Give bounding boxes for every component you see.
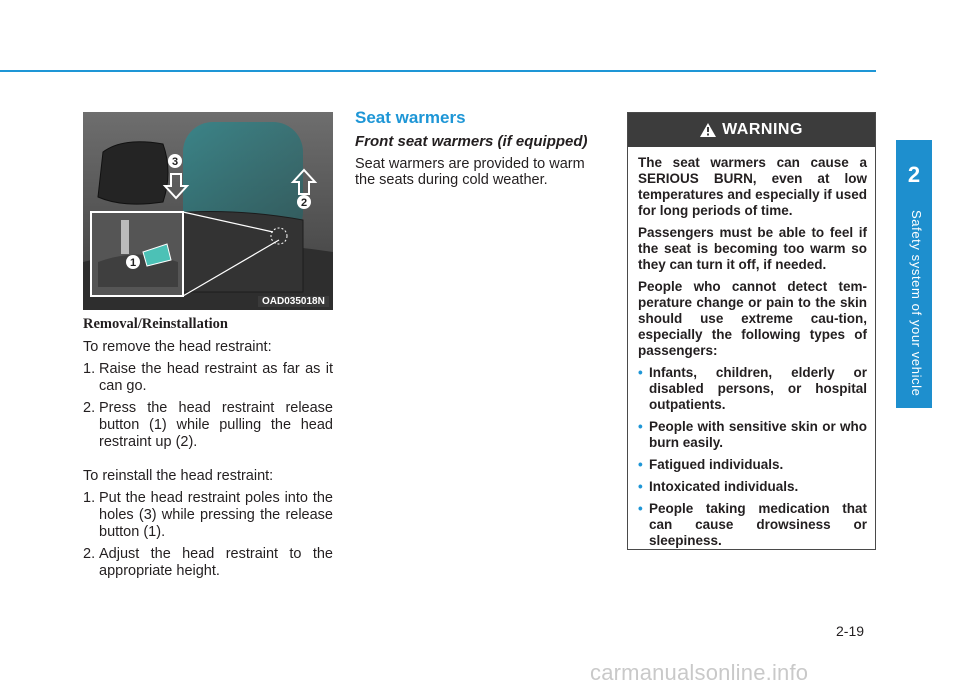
warning-bullet: • People with sensitive skin or who burn easily.	[638, 419, 867, 450]
chapter-title: Safety system of your vehicle	[909, 210, 924, 397]
section-subtitle: Front seat warmers (if equipped)	[355, 133, 588, 150]
remove-step: 1. Raise the head restraint as far as it can go.	[83, 361, 333, 394]
header-rule	[0, 70, 876, 72]
remove-step: 2. Press the head restraint release button (1) while pulling the head restraint up (2).	[83, 400, 333, 450]
chapter-number: 2	[907, 162, 921, 187]
remove-intro: To remove the head restraint:	[83, 339, 272, 355]
head-restraint-illustration	[83, 112, 333, 310]
warning-paragraph: The seat warmers can cause a SERIOUS BURN, even at low temperatures and especially if used for long periods of time.	[638, 155, 867, 218]
head-restraint-figure	[83, 112, 333, 310]
warning-header	[628, 113, 875, 147]
warning-bullet: • Intoxicated individuals.	[638, 479, 799, 494]
warning-bullet: • Fatigued individuals.	[638, 457, 784, 472]
removal-subheading: Removal/Reinstallation	[83, 316, 228, 332]
install-step: 2. Adjust the head restraint to the appropriate height.	[83, 546, 333, 579]
section-body: Seat warmers are provided to warm the seats during cold weather.	[355, 156, 585, 188]
callout-3: 3	[171, 156, 179, 168]
figure-code: OAD035018N	[258, 296, 329, 307]
callout-1: 1	[129, 257, 137, 269]
warning-triangle-icon	[700, 123, 716, 137]
warning-bullet: • People taking medication that can cause drowsiness or sleepiness.	[638, 501, 867, 548]
removal-section	[83, 316, 333, 585]
warning-paragraph: People who cannot detect tem-perature change or pain to the skin should use extreme cau-tion, especially the following types of passengers:	[638, 279, 867, 358]
warning-label: WARNING	[722, 121, 803, 138]
install-step: 1. Put the head restraint poles into the holes (3) while pressing the release button (1).	[83, 490, 333, 540]
install-intro: To reinstall the head restraint:	[83, 468, 274, 484]
warning-box	[627, 112, 876, 550]
warning-paragraph: Passengers must be able to feel if the seat is becoming too warm so they can turn it off, if needed.	[638, 225, 867, 272]
watermark[interactable]: carmanualsonline.info	[590, 660, 809, 685]
callout-2: 2	[300, 197, 308, 209]
section-title: Seat warmers	[355, 108, 466, 127]
seat-warmers-section	[355, 108, 605, 188]
warning-body	[628, 147, 875, 549]
warning-bullet: • Infants, children, elderly or disabled persons, or hospital outpatients.	[638, 365, 867, 412]
page-number: 2-19	[836, 623, 865, 639]
